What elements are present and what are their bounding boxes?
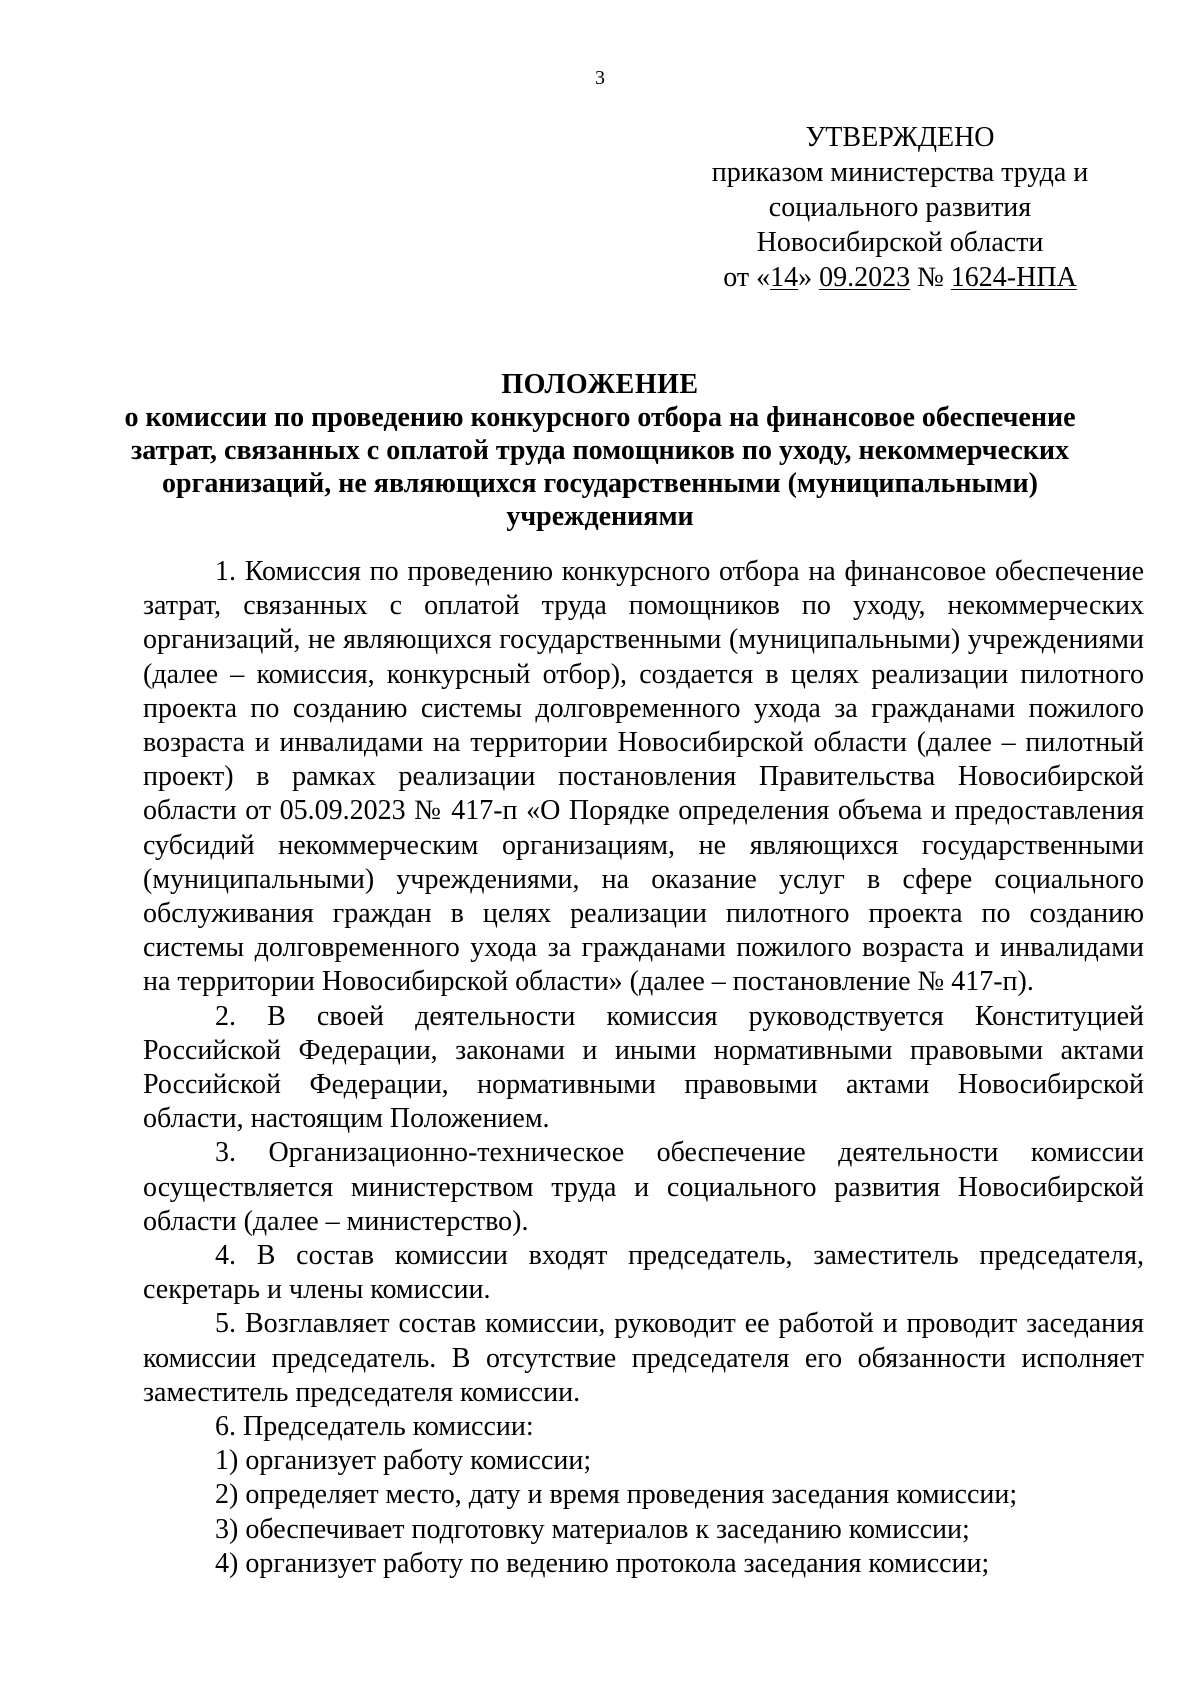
approval-stamp: [700, 120, 1100, 295]
approval-date-line: [700, 260, 1100, 295]
title-line-2: затрат, связанных с оплатой труда помощников по уходу, некоммерческих: [130, 435, 1070, 466]
title-main: ПОЛОЖЕНИЕ: [501, 369, 699, 400]
page-number: 3: [595, 67, 605, 89]
approval-day: 14: [770, 262, 799, 293]
approval-line-1: приказом министерства труда и: [711, 157, 1089, 188]
number-prefix: №: [910, 262, 951, 293]
paragraph-4: 4. В состав комиссии входят председатель, заместитель председателя, секретарь и члены комиссии.: [143, 1240, 1144, 1306]
paragraph-3: 3. Организационно-техническое обеспечение деятельности комиссии осуществляется министерством труда и социального развития Новосибирской области (далее – министерство).: [143, 1137, 1144, 1237]
title-line-1: о комиссии по проведению конкурсного отбора на финансовое обеспечение: [124, 402, 1076, 433]
list-item: 2) определяет место, дату и время проведения заседания комиссии;: [215, 1479, 1018, 1511]
approval-line-3: Новосибирской области: [756, 227, 1044, 258]
title-line-4: учреждениями: [506, 501, 694, 532]
approval-month-year: 09.2023: [819, 262, 911, 293]
approval-line-2: социального развития: [768, 192, 1032, 223]
date-prefix: от «: [723, 262, 771, 293]
paragraph-6-heading: 6. Председатель комиссии:: [215, 1411, 534, 1443]
list-item: 4) организует работу по ведению протокола заседания комиссии;: [215, 1547, 990, 1579]
date-mid: »: [798, 262, 820, 293]
list-item: 3) обеспечивает подготовку материалов к заседанию комиссии;: [215, 1513, 970, 1545]
paragraph-2: 2. В своей деятельности комиссия руководствуется Конституцией Российской Федерации, законами и иными нормативными правовыми актами Российской Федерации, нормативными правовыми актами Новосибирской области, настоящим Положением.: [143, 1000, 1144, 1135]
paragraph-1: 1. Комиссия по проведению конкурсного отбора на финансовое обеспечение затрат, связанных с оплатой труда помощников по уходу, некоммерческих организаций, не являющихся государственными (муниципальными) учреждениями (далее – комиссия, конкурсный отбор), создается в целях реализации пилотного проекта по созданию системы долговременного ухода за гражданами пожилого возраста и инвалидами на территории Новосибирской области (далее – пилотный проект) в рамках реализации постановления Правительства Новосибирской области от 05.09.2023 № 417-п «О Порядке определения объема и предоставления субсидий некоммерческим организациям, не являющихся государственными (муниципальными) учреждениями, на оказание услуг в сфере социального обслуживания граждан в целях реализации пилотного проекта по созданию системы долговременного ухода за гражданами пожилого возраста и инвалидами на территории Новосибирской области» (далее – постановление № 417-п).: [143, 556, 1144, 998]
document-title: [120, 368, 1080, 533]
approval-number: 1624-НПА: [950, 262, 1077, 293]
paragraph-5: 5. Возглавляет состав комиссии, руководит ее работой и проводит заседания комиссии председатель. В отсутствие председателя его обязанности исполняет заместитель председателя комиссии.: [143, 1308, 1144, 1408]
title-line-3: организаций, не являющихся государственными (муниципальными): [162, 468, 1038, 499]
approval-heading: УТВЕРЖДЕНО: [805, 122, 995, 153]
document-body: [143, 555, 1144, 1581]
list-item: 1) организует работу комиссии;: [215, 1445, 592, 1477]
